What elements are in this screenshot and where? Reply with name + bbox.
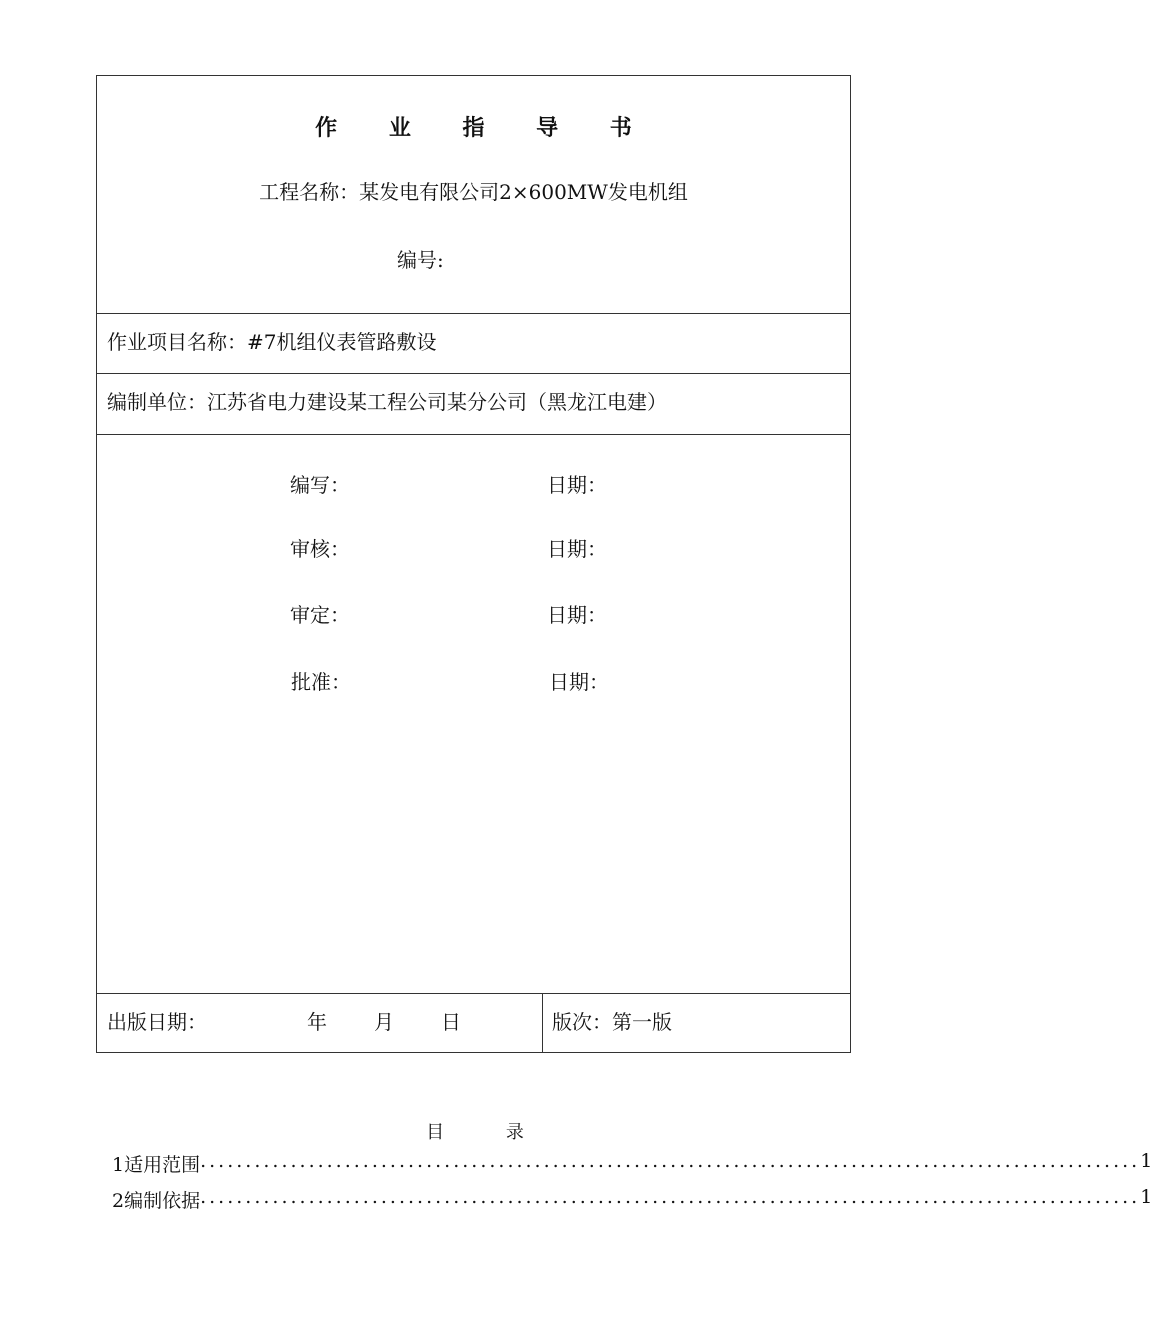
publish-date-label: 出版日期： bbox=[107, 1010, 207, 1034]
publish-year: 年 bbox=[307, 1010, 327, 1034]
toc-entry[interactable] bbox=[112, 1150, 1152, 1177]
signature-write-label: 编写： bbox=[290, 473, 350, 497]
toc-entry-label: 1适用范围 bbox=[112, 1154, 201, 1176]
signature-approve-label: 批准： bbox=[291, 670, 351, 694]
toc-entry-page: 1 bbox=[1140, 1150, 1152, 1172]
signature-review-label: 审核： bbox=[290, 537, 350, 561]
divider bbox=[97, 373, 850, 374]
serial-number-label: 编号: bbox=[397, 248, 444, 272]
toc-leader-dots: ........................................................................................................ bbox=[200, 1150, 1141, 1172]
publish-month: 月 bbox=[374, 1010, 394, 1034]
toc-entry-label: 2编制依据 bbox=[112, 1190, 201, 1212]
toc-title: 目 录 bbox=[426, 1122, 552, 1143]
project-name: 工程名称：某发电有限公司2×600MW发电机组 bbox=[259, 180, 688, 204]
document-title: 作 业 指 导 书 bbox=[315, 115, 654, 141]
compiling-unit: 编制单位：江苏省电力建设某工程公司某分公司（黑龙江电建） bbox=[107, 390, 667, 414]
divider bbox=[97, 313, 850, 314]
task-name: 作业项目名称：#7机组仪表管路敷设 bbox=[107, 330, 437, 354]
toc-leader-dots: ........................................................................................................ bbox=[200, 1186, 1141, 1208]
publish-day: 日 bbox=[441, 1010, 461, 1034]
toc-entry-page: 1 bbox=[1140, 1186, 1152, 1208]
signature-approve-date: 日期： bbox=[549, 670, 609, 694]
cover-table bbox=[96, 75, 851, 1053]
divider bbox=[97, 993, 850, 994]
signature-verify-label: 审定： bbox=[290, 603, 350, 627]
divider bbox=[97, 434, 850, 435]
signature-review-date: 日期： bbox=[547, 537, 607, 561]
toc-entry[interactable] bbox=[112, 1186, 1152, 1213]
signature-write-date: 日期： bbox=[547, 473, 607, 497]
signature-verify-date: 日期： bbox=[547, 603, 607, 627]
edition: 版次：第一版 bbox=[552, 1010, 672, 1034]
divider bbox=[542, 993, 543, 1053]
